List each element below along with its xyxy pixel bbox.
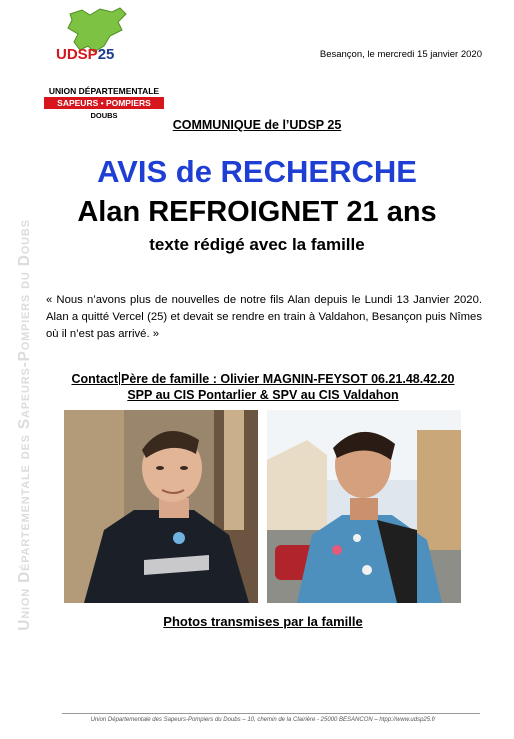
contact-block [0, 371, 514, 403]
photo-right [267, 410, 461, 603]
family-quote: « Nous n’avons plus de nouvelles de notre fils Alan depuis le Lundi 13 Janvier 2020. Alan a quitté Vercel (25) et devait se rendre en train à Valdahon, Besançon puis Nîmes où il n’est pas arrivé. » [46, 294, 482, 340]
logo-band-text: SAPEURS • POMPIERS [44, 97, 164, 109]
photo-caption: Photos transmises par la famille [163, 614, 363, 629]
contact-line-1: Père de famille : Olivier MAGNIN-FEYSOT 06.21.48.42.20 [121, 372, 455, 386]
missing-person-name: Alan REFROIGNET 21 ans [77, 196, 437, 228]
contact-label: Contact [71, 372, 119, 386]
footer-address: Union Départementale des Sapeurs-Pompiers du Doubs – 10, chemin de la Clairière - 25000 BESANCON – htpp://www.udsp25.fr [90, 717, 436, 723]
logo-union-text: UNION DÉPARTEMENTALE [48, 86, 160, 96]
date-line: Besançon, le mercredi 15 janvier 2020 [319, 49, 482, 60]
page-title: AVIS de RECHERCHE [97, 154, 417, 189]
communique-heading: COMMUNIQUE de l’UDSP 25 [172, 118, 342, 132]
text-cursor [119, 372, 120, 385]
contact-line-2: SPP au CIS Pontarlier & SPV au CIS Valdahon [127, 388, 399, 402]
subtitle: texte rédigé avec la famille [149, 235, 365, 254]
vertical-watermark: Union Départementale des Sapeurs-Pompiers du Doubs [16, 219, 33, 631]
photo-left [64, 410, 258, 603]
logo-doubs-text: DOUBS [90, 111, 118, 120]
footer-divider [62, 713, 480, 714]
logo-udsp-text: UDSP25 [56, 46, 115, 63]
udsp25-logo [40, 6, 168, 124]
